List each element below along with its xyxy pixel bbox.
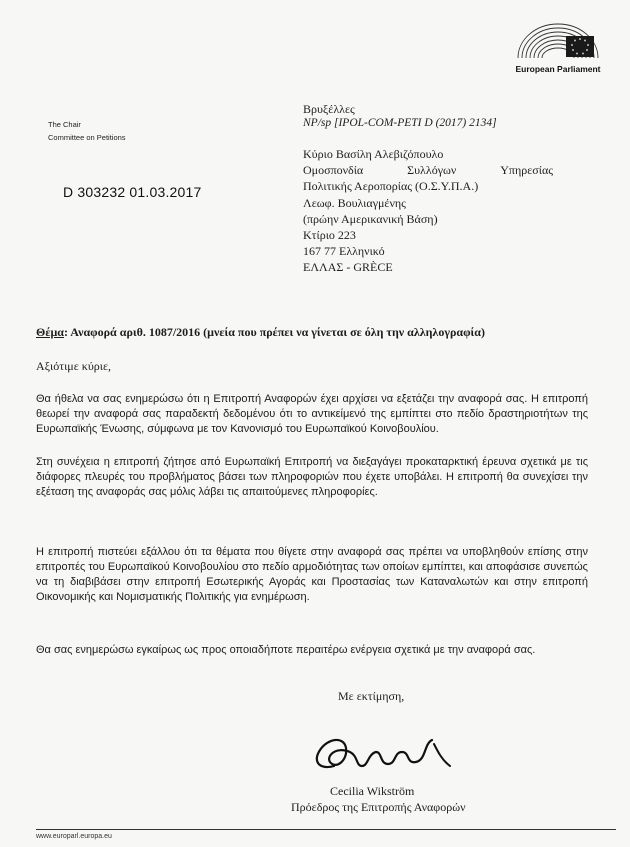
document-reference: D 303232 01.03.2017	[63, 184, 202, 200]
sender-block	[48, 118, 126, 144]
recipient-org-line1	[303, 162, 553, 178]
recipient-org-word: Υπηρεσίας	[500, 163, 553, 178]
recipient-name: Κύριο Βασίλη Αλεβιζόπουλο	[303, 147, 444, 161]
footer-divider	[36, 829, 616, 830]
closing: Με εκτίμηση,	[338, 689, 405, 703]
european-parliament-logo	[510, 10, 606, 82]
subject-line	[36, 325, 485, 340]
recipient-org-line2: Πολιτικής Αεροπορίας (Ο.Σ.Υ.Π.Α.)	[303, 179, 479, 194]
recipient-postcode: 167 77 Ελληνικό	[303, 244, 385, 259]
recipient-org-word: Ομοσπονδία	[303, 163, 364, 178]
signer-title: Πρόεδρος της Επιτροπής Αναφορών	[291, 800, 466, 814]
signer-name: Cecilia Wikström	[330, 784, 415, 798]
recipient-org-word: Συλλόγων	[407, 163, 457, 178]
footer-url: www.europarl.europa.eu	[36, 833, 112, 840]
sender-role: The Chair	[48, 120, 81, 129]
handwritten-signature	[306, 722, 468, 784]
recipient-building: Κτίριο 223	[303, 228, 356, 243]
sender-committee: Committee on Petitions	[48, 133, 126, 142]
recipient-note: (πρώην Αμερικανική Βάση)	[303, 211, 438, 226]
letter-city: Βρυξέλλες	[303, 102, 355, 116]
body-paragraph-3: Η επιτροπή πιστεύει εξάλλου ότι τα θέματα που θίγετε στην αναφορά σας πρέπει να υποβληθούν επίσης στην επιτροπές του Ευρωπαϊκού Κοινοβουλίου στο πεδίο αρμοδιότητας των οποίων εμπίπτει, και αποφάσισε συνεπώς να τη διαβιβάσει στην επιτροπή Εσωτερικής Αγοράς και Προστασίας των Καταναλωτών και στην επιτροπή Οικονομικής και Νομισματικής Πολιτικής για ενημέρωση.	[36, 546, 588, 603]
letter-reference: NP/sp [IPOL-COM-PETI D (2017) 2134]	[303, 117, 497, 129]
salutation: Αξιότιμε κύριε,	[36, 359, 112, 373]
body-paragraph-2: Στη συνέχεια η επιτροπή ζήτησε από Ευρωπαϊκή Επιτροπή να διεξαγάγει προκαταρκτική έρευνα σχετικά με τις διάφορες πλευρές του προβλήματος βάσει των πληροφοριών που έχετε υποβάλει. Η επιτροπή θα συνεχίσει την εξέταση της αναφοράς σας μόλις λάβει τις απαιτούμενες πληροφορίες.	[36, 456, 588, 498]
parliament-hemicycle-icon	[510, 10, 606, 62]
logo-text: European Parliament	[515, 64, 601, 74]
recipient-address	[303, 146, 553, 276]
recipient-country: ΕΛΛΑΣ - GRÈCE	[303, 260, 393, 275]
body-paragraph-1: Θα ήθελα να σας ενημερώσω ότι η Επιτροπή Αναφορών έχει αρχίσει να εξετάζει την αναφορά σας. Η επιτροπή θεωρεί την αναφορά σας παραδεκτή δεδομένου ότι το αντικείμενό της εμπίπτει στο πεδίο δραστηριοτήτων της Ευρωπαϊκής Ένωσης, σύμφωνα με τον Κανονισμό του Ευρωπαϊκού Κοινοβουλίου.	[36, 393, 588, 435]
recipient-street: Λεωφ. Βουλιαγμένης	[303, 195, 406, 210]
body-paragraph-4: Θα σας ενημερώσω εγκαίρως ως προς οποιαδήποτε περαιτέρω ενέργεια σχετικά με την αναφορά σας.	[36, 644, 536, 656]
subject-text: : Αναφορά αριθ. 1087/2016 (μνεία που πρέπει να γίνεται σε όλη την αλληλογραφία)	[63, 325, 485, 339]
subject-label: Θέμα	[36, 325, 64, 339]
